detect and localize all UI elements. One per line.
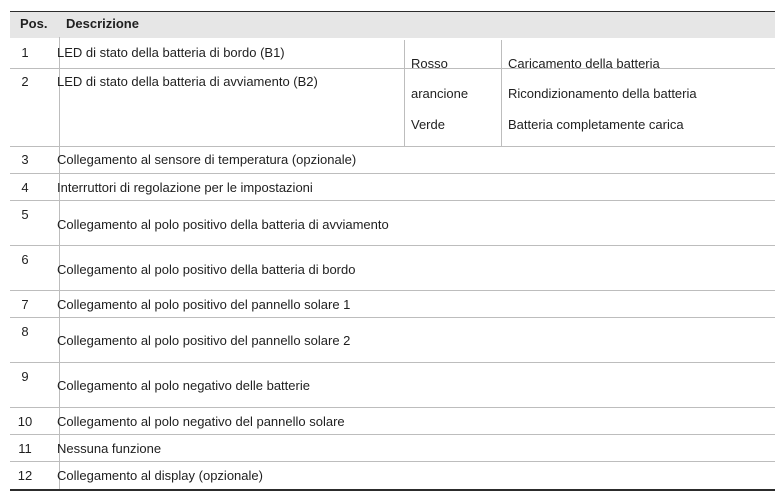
row-number: 6 <box>21 252 29 267</box>
row-description: Collegamento al polo positivo del pannello solare 1 <box>57 297 351 312</box>
header-description: Descrizione <box>66 16 139 31</box>
row-number: 11 <box>18 441 32 456</box>
row-description: Collegamento al display (opzionale) <box>57 468 263 483</box>
row-description: Collegamento al sensore di temperatura (opzionale) <box>57 152 357 167</box>
led-color-divider-left <box>404 40 405 146</box>
row-number: 8 <box>21 324 29 339</box>
row-divider <box>10 290 775 291</box>
led-color-green: Verde <box>411 117 445 132</box>
row-divider <box>10 146 775 147</box>
row-description: Collegamento al polo positivo del pannello solare 2 <box>57 333 351 348</box>
led-color-red: Rosso <box>411 56 448 71</box>
row-divider <box>10 461 775 462</box>
row-number: 9 <box>21 369 29 384</box>
row-number: 5 <box>21 207 29 222</box>
row-number: 3 <box>21 152 29 167</box>
led-color-orange: arancione <box>411 86 469 101</box>
led-meaning-charging: Caricamento della batteria <box>508 56 660 71</box>
row-divider <box>10 173 775 174</box>
row-divider <box>10 245 775 246</box>
row-number: 10 <box>17 414 33 429</box>
row-description: Interruttori di regolazione per le impostazioni <box>57 180 313 195</box>
row-divider <box>10 200 775 201</box>
row-divider <box>10 407 775 408</box>
row-divider <box>10 68 775 69</box>
row-description: Collegamento al polo positivo della batteria di bordo <box>57 262 356 277</box>
led-meaning-reconditioning: Ricondizionamento della batteria <box>508 86 697 101</box>
led-color-divider-right <box>501 40 502 146</box>
row-number: 1 <box>21 45 29 60</box>
row-number: 12 <box>17 468 33 483</box>
row-description: Nessuna funzione <box>57 441 162 456</box>
row-divider <box>10 362 775 363</box>
row-description: LED di stato della batteria di avviamento (B2) <box>57 74 318 89</box>
led-meaning-fully-charged: Batteria completamente carica <box>508 117 684 132</box>
row-description: LED di stato della batteria di bordo (B1) <box>57 45 285 60</box>
table-bottom-rule <box>10 489 775 491</box>
row-description: Collegamento al polo negativo del pannello solare <box>57 414 345 429</box>
row-number: 4 <box>21 180 29 195</box>
row-description: Collegamento al polo negativo delle batterie <box>57 378 310 393</box>
row-divider <box>10 434 775 435</box>
row-divider <box>10 317 775 318</box>
header-pos: Pos. <box>20 16 48 31</box>
row-number: 2 <box>21 74 29 89</box>
row-number: 7 <box>21 297 29 312</box>
row-description: Collegamento al polo positivo della batteria di avviamento <box>57 217 389 232</box>
table-header <box>10 11 775 38</box>
